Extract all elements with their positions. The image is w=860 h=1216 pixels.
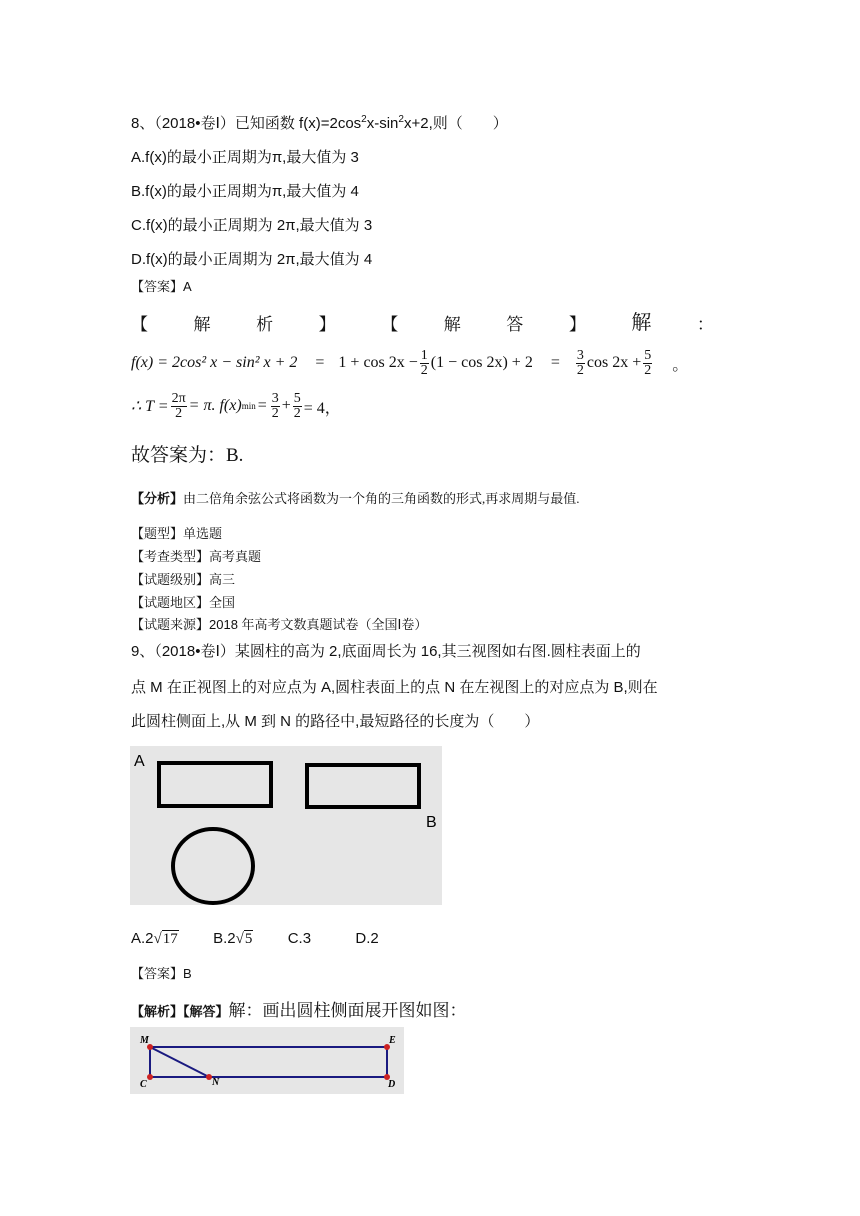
- label-b: B: [426, 814, 437, 831]
- q8-formula-2: [131, 388, 341, 424]
- q9-stem-line: 点 M 在正视图上的对应点为 A,圆柱表面上的点 N 在左视图上的对应点为 B,则在: [131, 679, 658, 696]
- equals-sign: =: [257, 397, 267, 414]
- q8-option-a: A.f(x)的最小正周期为π,最大值为 3: [131, 149, 359, 166]
- header-char: ：: [696, 315, 714, 334]
- equals-sign: =: [550, 354, 560, 371]
- fraction: $\frac{3}{2}$: [576, 347, 584, 378]
- q9-jiexi: 【解析】【解答】解：画出圆柱侧面展开图如图：: [131, 1001, 467, 1020]
- fraction: $\frac{5}{2}$: [644, 347, 652, 378]
- q8-fenxi: 【分析】由二倍角余弦公式将函数为一个角的三角函数的形式,再求周期与最值.: [131, 491, 580, 506]
- formula-end: 。: [672, 356, 689, 374]
- header-char: 解: [193, 315, 211, 334]
- formula-lhs: f(x) = 2cos² x − sin² x + 2: [131, 354, 298, 371]
- q8-option-c: C.f(x)的最小正周期为 2π,最大值为 3: [131, 217, 373, 234]
- header-char: 】: [318, 315, 336, 334]
- front-view-rect: [159, 763, 271, 806]
- therefore-period: ∴ T =: [131, 398, 169, 415]
- q9-stem-line: 此圆柱侧面上,从 M 到 N 的路径中,最短路径的长度为（ ）: [131, 713, 540, 730]
- formula-mid: 1 + cos 2x −: [338, 354, 418, 371]
- q9-option-c: C.3: [287, 930, 312, 947]
- label-e: E: [389, 1035, 396, 1046]
- fraction: $\frac{2\pi}{2}$: [171, 390, 186, 421]
- fraction: $\frac{3}{2}$: [271, 390, 279, 421]
- path-mn: [150, 1047, 209, 1077]
- header-char: 解: [443, 315, 461, 334]
- header-char: 】: [568, 315, 586, 334]
- q8-stem: 8、（2018•卷Ⅰ）已知函数 $f(x)=2\cos^2x-\sin^2x+2$,则（ ）: [131, 114, 508, 132]
- label-d: D: [388, 1079, 396, 1090]
- q8-conclusion: 故答案为：B.: [131, 445, 244, 466]
- three-view-figure: [130, 746, 442, 905]
- label-a: A: [134, 753, 145, 770]
- formula-mid: (1 − cos 2x) + 2: [430, 354, 533, 371]
- meta-row: 【试题级别】高三: [131, 572, 236, 587]
- equals-sign: =: [315, 354, 325, 371]
- q9-option-b: B.2√5: [213, 930, 253, 947]
- fraction: $\frac{1}{2}$: [420, 347, 428, 378]
- header-char: 析: [256, 315, 274, 334]
- label-n: N: [212, 1077, 220, 1088]
- formula-end: = 4，: [303, 399, 341, 417]
- q8-option-b: B.f(x)的最小正周期为π,最大值为 4: [131, 183, 359, 200]
- label-m: M: [140, 1035, 149, 1046]
- q9-stem-line: 9、（2018•卷Ⅰ）某圆柱的高为 2,底面周长为 16,其三视图如右图.圆柱表面上的: [131, 643, 641, 660]
- label-c: C: [140, 1079, 147, 1090]
- point-c: [147, 1074, 153, 1080]
- formula-rhs: cos 2x +: [586, 354, 642, 371]
- side-view-rect: [307, 765, 419, 807]
- subscript-min: min: [241, 401, 256, 411]
- q8-analysis-header: [131, 310, 714, 335]
- header-char: 【: [131, 315, 148, 334]
- q9-answer: 【答案】B: [131, 966, 192, 981]
- q9-option-a: A.2√17: [131, 930, 178, 947]
- fraction: $\frac{5}{2}$: [293, 390, 301, 421]
- unrolled-figure: [130, 1027, 404, 1094]
- q8-formula-1: [131, 345, 688, 381]
- meta-row: 【试题来源】2018 年高考文数真题试卷（全国Ⅰ卷）: [131, 617, 428, 632]
- top-view-circle: [173, 829, 253, 903]
- formula-mid: = π. f(x): [188, 397, 242, 414]
- meta-row: 【题型】单选题: [131, 526, 223, 541]
- meta-row: 【试题地区】全国: [131, 595, 236, 610]
- q8-answer: 【答案】A: [131, 279, 192, 294]
- header-char: 解: [631, 312, 652, 334]
- header-char: 答: [506, 315, 524, 334]
- header-char: 【: [381, 315, 399, 334]
- q8-option-d: D.f(x)的最小正周期为 2π,最大值为 4: [131, 251, 373, 268]
- q9-option-d: D.2: [355, 930, 379, 947]
- meta-row: 【考查类型】高考真题: [131, 549, 262, 564]
- three-view-svg: [130, 746, 442, 905]
- plus-sign: +: [281, 397, 291, 414]
- q9-options: [131, 930, 379, 948]
- unrolled-svg: [130, 1027, 404, 1094]
